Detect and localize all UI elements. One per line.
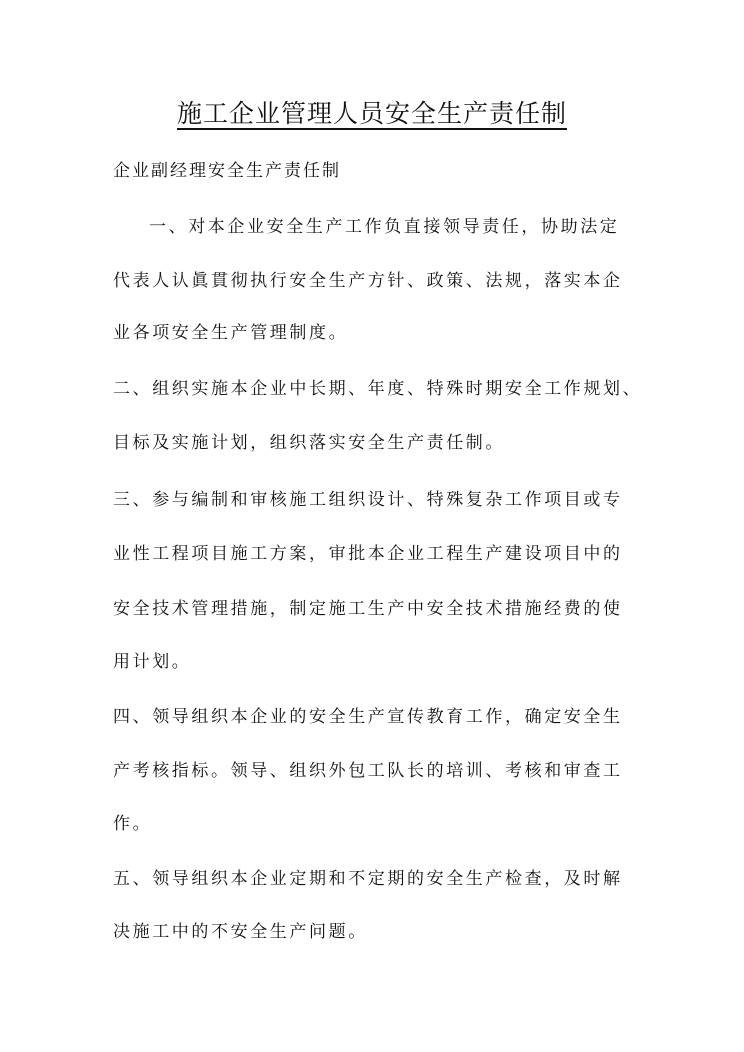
paragraph-line: 五、领导组织本企业定期和不定期的安全生产检查，及时解	[113, 869, 623, 889]
paragraph-line: 四、领导组织本企业的安全生产宣传教育工作，确定安全生	[113, 707, 623, 727]
paragraph-line: 决施工中的不安全生产问题。	[113, 922, 368, 942]
document-title	[0, 96, 744, 132]
paragraph-line: 一、对本企业安全生产工作负直接领导责任，协助法定	[149, 217, 620, 237]
paragraph-line: 代表人认眞貫彻执行安全生产方针、政策、法规，落实本企	[113, 271, 623, 291]
section-subtitle: 企业副经理安全生产责任制	[113, 161, 341, 181]
paragraph-line: 二、组织实施本企业中长期、年度、特殊时期安全工作规划、	[113, 379, 643, 399]
document-title-text: 施工企业管理人员安全生产责任制	[176, 99, 567, 128]
paragraph-line: 业性工程项目施工方案，审批本企业工程生产建设项目中的	[113, 544, 623, 564]
paragraph-line: 安全技术管理措施，制定施工生产中安全技术措施经费的使	[113, 599, 623, 619]
paragraph-line: 业各项安全生产管理制度。	[113, 323, 349, 343]
paragraph-line: 产考核指标。领导、组织外包工队长的培训、考核和审查工	[113, 761, 623, 781]
paragraph-line: 三、参与编制和审核施工组织设计、特殊复杂工作项目或专	[113, 490, 623, 510]
paragraph-line: 用计划。	[113, 652, 192, 672]
paragraph-line: 作。	[113, 814, 153, 834]
paragraph-line: 目标及实施计划，组织落实安全生产责任制。	[113, 433, 505, 453]
